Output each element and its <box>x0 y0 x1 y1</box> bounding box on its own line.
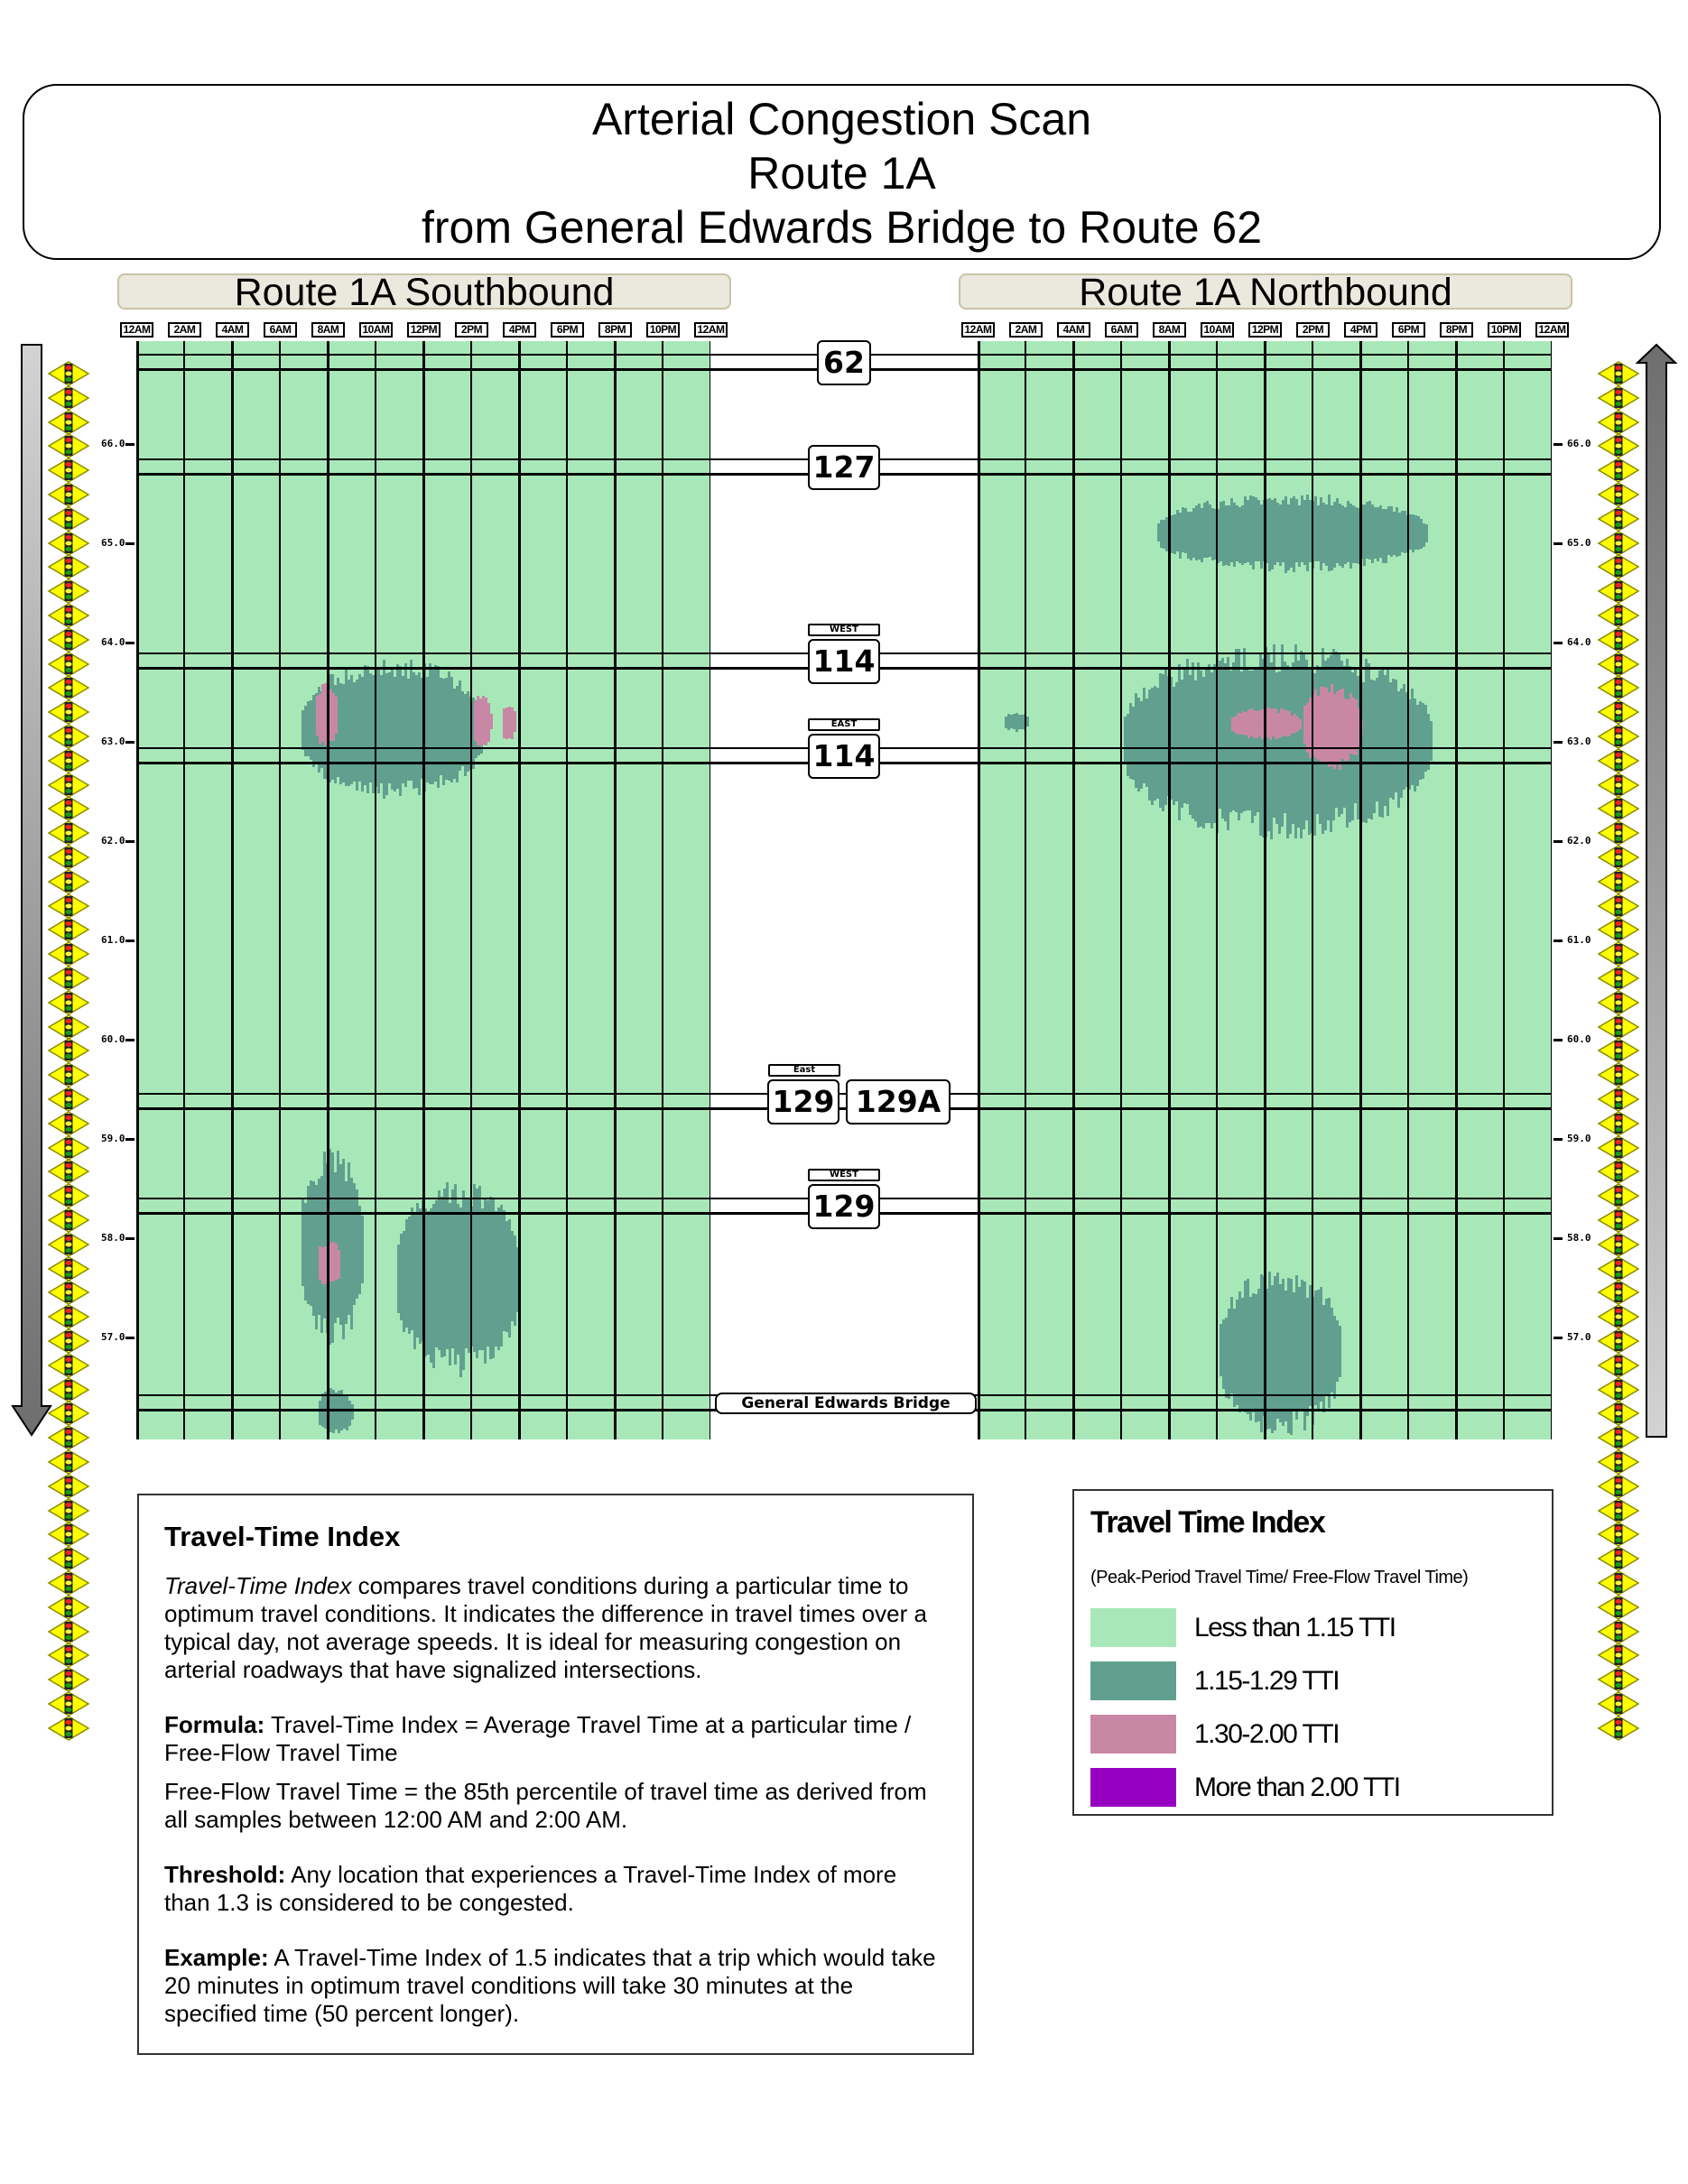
traffic-signal-icon <box>1597 652 1640 677</box>
title-line-3: from General Edwards Bridge to Route 62 <box>421 202 1263 253</box>
traffic-signal-icon <box>1597 1449 1640 1475</box>
traffic-signal-icon <box>47 1353 90 1378</box>
traffic-signal-icon <box>47 820 90 846</box>
traffic-signal-icon <box>47 724 90 749</box>
time-gridline <box>1264 341 1266 1439</box>
traffic-signal-icon <box>1597 990 1640 1015</box>
title-box <box>23 84 1661 260</box>
y-tick-mark <box>1554 1039 1563 1041</box>
time-label: 8AM <box>1153 322 1186 338</box>
tti-legend <box>1072 1489 1554 1816</box>
y-tick-mark <box>125 1337 134 1339</box>
route-shield: 114 <box>808 639 880 684</box>
y-tick-label: 58.0 <box>101 1232 125 1244</box>
traffic-signal-icon <box>1597 1014 1640 1040</box>
traffic-signal-icon <box>47 1208 90 1233</box>
time-gridline <box>1072 341 1075 1439</box>
y-tick-label: 62.0 <box>101 835 125 847</box>
route-shield-tab: East <box>768 1064 840 1077</box>
traffic-signal-icon <box>1597 554 1640 579</box>
time-gridline <box>662 341 663 1439</box>
congestion-cell-moderate <box>1339 1326 1341 1377</box>
y-tick-mark <box>1554 642 1563 644</box>
y-tick-mark <box>1554 542 1563 545</box>
legend-entry <box>1090 1761 1535 1814</box>
time-label: 8AM <box>311 322 345 338</box>
congestion-cell-high <box>338 1250 340 1279</box>
traffic-signal-icon <box>1597 1038 1640 1063</box>
y-tick-label: 66.0 <box>101 438 125 449</box>
arrow-up-icon <box>1636 343 1677 1439</box>
y-tick-mark <box>125 939 134 942</box>
traffic-signal-icon <box>1597 482 1640 507</box>
time-label: 2AM <box>168 322 201 338</box>
route-shield-tab: WEST <box>808 624 880 636</box>
time-label: 12AM <box>694 322 728 338</box>
traffic-signal-icon <box>47 1570 90 1596</box>
traffic-signal-icon <box>1597 941 1640 967</box>
time-label: 12AM <box>1535 322 1569 338</box>
traffic-signal-icon <box>1597 433 1640 458</box>
traffic-signal-icon <box>1597 917 1640 942</box>
traffic-signal-icon <box>1597 1595 1640 1620</box>
time-gridline <box>375 341 376 1439</box>
congestion-cell-moderate <box>351 1404 354 1420</box>
info-freeflow: Free-Flow Travel Time = the 85th percentile of travel time as derived from all samples between 12:00 AM and 2:00 AM. <box>164 1778 927 1833</box>
legend-swatch <box>1090 1608 1176 1647</box>
y-tick-label: 57.0 <box>1567 1331 1591 1343</box>
y-tick-mark <box>125 1138 134 1141</box>
traffic-signal-icon <box>1597 1087 1640 1112</box>
traffic-signal-icon <box>1597 1208 1640 1233</box>
title-line-2: Route 1A <box>747 148 936 199</box>
legend-subtitle: (Peak-Period Travel Time/ Free-Flow Travel Time) <box>1090 1568 1469 1587</box>
route-shield: 127 <box>808 445 880 490</box>
legend-label: Less than 1.15 TTI <box>1194 1612 1396 1643</box>
congestion-cell-high <box>1299 719 1302 729</box>
formula-label: Formula: <box>164 1711 265 1738</box>
y-tick-label: 57.0 <box>101 1331 125 1343</box>
congestion-cell-high <box>514 711 516 731</box>
time-label: 12AM <box>961 322 995 338</box>
y-tick-mark <box>125 1039 134 1041</box>
traffic-signal-icon <box>47 1111 90 1136</box>
time-gridline <box>1312 341 1313 1439</box>
time-gridline <box>327 341 329 1439</box>
route-shield: 129A <box>846 1079 951 1124</box>
traffic-signal-icon <box>47 1038 90 1063</box>
traffic-signal-icon <box>47 1159 90 1184</box>
threshold-label: Threshold: <box>164 1861 286 1888</box>
time-gridline <box>1455 341 1458 1439</box>
legend-label: More than 2.00 TTI <box>1194 1772 1400 1802</box>
northbound-banner: Route 1A Northbound <box>959 273 1572 310</box>
y-tick-label: 60.0 <box>101 1033 125 1045</box>
time-gridline <box>518 341 521 1439</box>
traffic-signal-icon <box>1597 1522 1640 1547</box>
traffic-signal-icon <box>47 796 90 821</box>
traffic-signal-icon <box>1597 869 1640 894</box>
traffic-signal-icon <box>47 1232 90 1257</box>
traffic-signal-icon <box>1597 1425 1640 1450</box>
congestion-cell-high <box>490 714 493 729</box>
traffic-signal-icon <box>47 652 90 677</box>
landmark-line <box>136 1107 1552 1110</box>
traffic-signal-icon <box>47 1183 90 1208</box>
y-tick-label: 61.0 <box>1567 934 1591 946</box>
y-tick-mark <box>1554 1237 1563 1240</box>
traffic-signal-icon <box>1597 1570 1640 1596</box>
time-label: 8PM <box>1440 322 1473 338</box>
traffic-signal-icon <box>47 482 90 507</box>
y-tick-label: 64.0 <box>101 636 125 648</box>
route-shield: 114 <box>808 734 880 779</box>
traffic-signal-icon <box>47 1425 90 1450</box>
traffic-signal-icon <box>47 1256 90 1282</box>
time-gridline <box>1407 341 1409 1439</box>
traffic-signal-icon <box>47 966 90 991</box>
traffic-signal-icon <box>1597 1062 1640 1087</box>
traffic-signal-icon <box>1597 1716 1640 1741</box>
traffic-signal-icon <box>1597 724 1640 749</box>
traffic-signal-icon <box>1597 773 1640 798</box>
traffic-signal-icon <box>1597 1667 1640 1692</box>
info-intro-text: compares travel conditions during a particular time to optimum travel conditions. It indicates the difference in travel times over a typical day, not average speeds. It is ideal for measuring congestion on arterial roadways that have signalized intersections. <box>164 1572 927 1683</box>
traffic-signal-icon <box>47 1401 90 1426</box>
traffic-signal-icon <box>47 1474 90 1499</box>
congestion-cell-high <box>335 697 338 735</box>
traffic-signal-icon <box>47 893 90 919</box>
y-tick-label: 65.0 <box>1567 537 1591 549</box>
traffic-signal-icon <box>1597 458 1640 483</box>
time-label: 4PM <box>503 322 536 338</box>
y-tick-mark <box>125 542 134 545</box>
example-text: A Travel-Time Index of 1.5 indicates that a trip which would take 20 minutes in optimum travel conditions will take 30 minutes at the specified time (50 percent longer). <box>164 1944 936 2027</box>
traffic-signal-icon <box>1597 1546 1640 1571</box>
traffic-signal-icon <box>1597 506 1640 532</box>
time-label: 10AM <box>359 322 393 338</box>
time-gridline <box>1025 341 1026 1439</box>
y-tick-label: 58.0 <box>1567 1232 1591 1244</box>
info-intro <box>164 1572 947 1684</box>
y-tick-label: 63.0 <box>1567 736 1591 747</box>
y-tick-mark <box>1554 840 1563 843</box>
traffic-signal-icon <box>1597 361 1640 386</box>
traffic-signal-icon <box>1597 1232 1640 1257</box>
traffic-signal-icon <box>47 1135 90 1161</box>
y-tick-label: 60.0 <box>1567 1033 1591 1045</box>
y-tick-mark <box>125 741 134 744</box>
time-label: 2PM <box>455 322 488 338</box>
traffic-signal-icon <box>47 1087 90 1112</box>
time-gridline <box>136 341 139 1439</box>
traffic-signal-icon <box>1597 385 1640 411</box>
legend-title: Travel Time Index <box>1090 1505 1325 1540</box>
y-tick-mark <box>125 1237 134 1240</box>
traffic-signal-icon <box>1597 1183 1640 1208</box>
traffic-signal-icon <box>47 917 90 942</box>
y-tick-mark <box>125 840 134 843</box>
time-label: 12AM <box>120 322 153 338</box>
y-tick-label: 65.0 <box>101 537 125 549</box>
traffic-signal-icon <box>47 869 90 894</box>
time-label: 10PM <box>1488 322 1521 338</box>
traffic-signal-icon <box>47 410 90 435</box>
threshold-text: Any location that experiences a Travel-Time Index of more than 1.3 is considered to be congested. <box>164 1861 897 1916</box>
traffic-signal-icon <box>1597 1691 1640 1717</box>
legend-swatch <box>1090 1661 1176 1700</box>
traffic-signal-icon <box>1597 820 1640 846</box>
time-label: 2PM <box>1296 322 1330 338</box>
traffic-signal-icon <box>1597 410 1640 435</box>
traffic-signal-icon <box>1597 1401 1640 1426</box>
traffic-signal-icon <box>1597 1280 1640 1305</box>
traffic-signal-icon <box>47 603 90 628</box>
traffic-signal-icon <box>47 1595 90 1620</box>
time-label: 8PM <box>598 322 632 338</box>
route-shield: 129 <box>767 1079 839 1124</box>
traffic-signal-icon <box>1597 1328 1640 1354</box>
time-label: 6PM <box>1392 322 1425 338</box>
time-label: 12PM <box>407 322 441 338</box>
y-tick-mark <box>1554 443 1563 446</box>
traffic-signal-icon <box>1597 966 1640 991</box>
y-tick-label: 63.0 <box>101 736 125 747</box>
y-tick-mark <box>125 642 134 644</box>
time-label: 6AM <box>1105 322 1138 338</box>
y-tick-label: 66.0 <box>1567 438 1591 449</box>
traffic-signal-icon <box>47 385 90 411</box>
southbound-plot <box>136 341 710 1439</box>
traffic-signal-icon <box>47 506 90 532</box>
traffic-signal-icon <box>1597 748 1640 773</box>
congestion-cell-moderate <box>361 1216 364 1283</box>
time-gridline <box>1359 341 1362 1439</box>
route-shield: 62 <box>817 340 871 385</box>
y-tick-mark <box>1554 939 1563 942</box>
time-label: 2AM <box>1009 322 1043 338</box>
time-gridline <box>1168 341 1171 1439</box>
traffic-signal-icon <box>47 458 90 483</box>
traffic-signal-icon <box>1597 1159 1640 1184</box>
y-tick-mark <box>125 443 134 446</box>
traffic-signal-icon <box>47 1619 90 1644</box>
traffic-signal-icon <box>47 1280 90 1305</box>
time-label: 6AM <box>264 322 297 338</box>
congestion-cell-moderate <box>1425 524 1428 542</box>
traffic-signal-icon <box>1597 627 1640 652</box>
time-gridline <box>231 341 234 1439</box>
traffic-signal-icon <box>1597 1377 1640 1402</box>
time-gridline <box>566 341 568 1439</box>
traffic-signal-icon <box>47 433 90 458</box>
time-gridline <box>1120 341 1122 1439</box>
traffic-signal-icon <box>47 1498 90 1523</box>
arrow-down-icon <box>11 343 52 1439</box>
traffic-signal-icon <box>47 773 90 798</box>
traffic-signal-icon <box>1597 893 1640 919</box>
traffic-signal-icon <box>1597 1111 1640 1136</box>
traffic-signal-icon <box>1597 531 1640 556</box>
traffic-signal-icon <box>1597 1498 1640 1523</box>
info-title: Travel-Time Index <box>164 1521 401 1552</box>
time-label: 10AM <box>1201 322 1234 338</box>
traffic-signal-icon <box>47 699 90 725</box>
y-tick-label: 59.0 <box>101 1133 125 1144</box>
traffic-signal-icon <box>1597 1643 1640 1668</box>
time-label: 4PM <box>1344 322 1377 338</box>
traffic-signal-icon <box>47 578 90 604</box>
traffic-signal-icon <box>1597 796 1640 821</box>
time-gridline <box>1503 341 1505 1439</box>
y-tick-label: 64.0 <box>1567 636 1591 648</box>
bridge-label: General Edwards Bridge <box>715 1393 977 1414</box>
time-gridline <box>470 341 472 1439</box>
legend-entry <box>1090 1601 1535 1654</box>
traffic-signal-icon <box>1597 578 1640 604</box>
traffic-signal-icon <box>47 1667 90 1692</box>
legend-label: 1.30-2.00 TTI <box>1194 1718 1340 1749</box>
y-tick-label: 62.0 <box>1567 835 1591 847</box>
route-shield: 129 <box>808 1184 880 1229</box>
time-gridline <box>183 341 185 1439</box>
traffic-signal-icon <box>47 1643 90 1668</box>
traffic-signal-icon <box>1597 1256 1640 1282</box>
info-formula <box>164 1711 947 1767</box>
traffic-signal-icon <box>1597 603 1640 628</box>
legend-swatch <box>1090 1715 1176 1754</box>
traffic-signal-icon <box>1597 1619 1640 1644</box>
traffic-signal-icon <box>47 1691 90 1717</box>
traffic-signal-icon <box>1597 1135 1640 1161</box>
legend-swatch <box>1090 1768 1176 1807</box>
time-gridline <box>422 341 425 1439</box>
legend-entry <box>1090 1654 1535 1707</box>
traffic-signal-icon <box>47 1062 90 1087</box>
traffic-signal-icon <box>47 1328 90 1354</box>
info-intro-term: Travel-Time Index <box>164 1572 352 1599</box>
tti-info-box <box>137 1494 974 2055</box>
traffic-signal-icon <box>1597 1304 1640 1329</box>
traffic-signal-icon <box>47 941 90 967</box>
route-shield-tab: WEST <box>808 1169 880 1181</box>
traffic-signal-icon <box>47 748 90 773</box>
time-gridline <box>614 341 617 1439</box>
northbound-plot <box>978 341 1552 1439</box>
y-tick-mark <box>1554 1138 1563 1141</box>
traffic-signal-icon <box>1597 675 1640 700</box>
traffic-signal-icon <box>47 1522 90 1547</box>
info-threshold <box>164 1861 947 1917</box>
traffic-signal-icon <box>1597 1353 1640 1378</box>
time-gridline <box>978 341 980 1439</box>
formula-text: Travel-Time Index = Average Travel Time at a particular time / Free-Flow Travel Time <box>164 1711 912 1766</box>
time-label: 4AM <box>216 322 249 338</box>
time-gridline <box>279 341 281 1439</box>
traffic-signal-icon <box>1597 1474 1640 1499</box>
info-example <box>164 1944 947 2028</box>
y-tick-label: 59.0 <box>1567 1133 1591 1144</box>
time-gridline <box>1551 341 1552 1439</box>
route-shield-tab: EAST <box>808 718 880 731</box>
traffic-signal-icon <box>47 1304 90 1329</box>
traffic-signal-icon <box>47 1716 90 1741</box>
traffic-signal-icon <box>1597 699 1640 725</box>
traffic-signal-icon <box>47 1014 90 1040</box>
southbound-banner: Route 1A Southbound <box>117 273 731 310</box>
time-label: 12PM <box>1248 322 1282 338</box>
time-label: 4AM <box>1057 322 1090 338</box>
time-gridline <box>1216 341 1218 1439</box>
example-label: Example: <box>164 1944 269 1971</box>
title-line-1: Arterial Congestion Scan <box>591 94 1092 144</box>
traffic-signal-icon <box>47 1377 90 1402</box>
traffic-signal-icon <box>1597 845 1640 870</box>
traffic-signal-icon <box>47 627 90 652</box>
y-tick-label: 61.0 <box>101 934 125 946</box>
traffic-signal-icon <box>47 1546 90 1571</box>
landmark-line <box>136 1093 1552 1095</box>
traffic-signal-icon <box>47 531 90 556</box>
traffic-signal-icon <box>47 990 90 1015</box>
y-tick-mark <box>1554 741 1563 744</box>
legend-entry <box>1090 1707 1535 1761</box>
traffic-signal-icon <box>47 675 90 700</box>
traffic-signal-icon <box>47 1449 90 1475</box>
legend-label: 1.15-1.29 TTI <box>1194 1665 1340 1696</box>
traffic-signal-icon <box>47 554 90 579</box>
time-label: 10PM <box>646 322 680 338</box>
traffic-signal-icon <box>47 845 90 870</box>
y-tick-mark <box>1554 1337 1563 1339</box>
traffic-signal-icon <box>47 361 90 386</box>
congestion-cell-moderate <box>1430 721 1433 762</box>
time-label: 6PM <box>551 322 584 338</box>
